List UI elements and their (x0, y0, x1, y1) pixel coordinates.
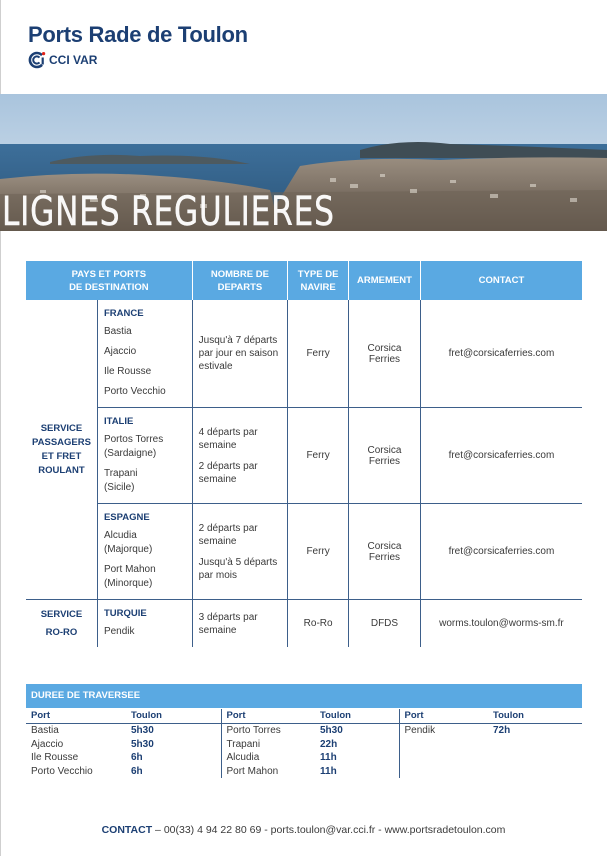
brand-subtitle-row (28, 51, 248, 69)
duration-row (26, 751, 582, 765)
destination-port: Port Mahon (Minorque) (103, 564, 156, 589)
duration-time (488, 738, 582, 752)
duration-time: 72h (493, 725, 511, 736)
duration-port: Ile Rousse (31, 752, 79, 763)
duration-col-toulon: Toulon (488, 709, 582, 724)
duration-col-toulon: Toulon (315, 709, 399, 724)
duration-row (26, 738, 582, 752)
departures-cell (192, 600, 288, 648)
brand-title: Ports Rade de Toulon (28, 22, 248, 47)
destination-port: Trapani (Sicile) (103, 468, 138, 493)
operator-cell: DFDS (349, 600, 421, 648)
duration-port: Bastia (31, 725, 59, 736)
country-label: ESPAGNE (103, 512, 150, 523)
table-row (26, 408, 582, 504)
banner-title: LIGNES REGULIERES (2, 189, 335, 231)
departures-text: Jusqu'à 5 départs par mois (198, 556, 278, 581)
brand-header (28, 22, 248, 69)
duration-port (399, 738, 488, 752)
destination-port: Portos Torres (Sardaigne) (103, 434, 164, 459)
destination-port: Ile Rousse (103, 366, 152, 377)
destination-cell (97, 600, 192, 648)
duration-time: 5h30 (126, 738, 221, 752)
duration-port: Porto Vecchio (31, 765, 93, 777)
footer-label: CONTACT (101, 824, 153, 836)
footer-text[interactable]: – 00(33) 4 94 22 80 69 - ports.toulon@var.cci.fr - www.portsradetoulon.com (152, 824, 506, 836)
duration-row (26, 765, 582, 779)
duration-port (399, 751, 488, 765)
duration-table (26, 709, 582, 778)
operator-cell: Corsica Ferries (349, 408, 421, 504)
destination-cell (97, 408, 192, 504)
destination-port: Bastia (103, 326, 132, 337)
destination-cell (97, 504, 192, 600)
table-header-row (26, 261, 582, 300)
country-label: FRANCE (103, 308, 144, 319)
duration-port: Porto Torres (226, 725, 281, 736)
operator-cell: Corsica Ferries (349, 504, 421, 600)
departures-cell (192, 300, 288, 408)
destination-port: Ajaccio (103, 346, 137, 357)
ship-type-cell: Ferry (288, 300, 349, 408)
departures-text: 4 départs par semaine (198, 426, 258, 451)
duration-col-toulon: Toulon (126, 709, 221, 724)
destination-port: Pendik (103, 626, 135, 637)
duration-time (488, 765, 582, 779)
service-passengers-label: SERVICE PASSAGERS ET FRET ROULANT (26, 300, 97, 600)
header-destination: PAYS ET PORTS DE DESTINATION (26, 261, 192, 300)
departures-text: Jusqu'à 7 départs par jour en saison estivale (198, 335, 279, 372)
table-row (26, 504, 582, 600)
header-contact: CONTACT (420, 261, 582, 300)
regular-lines-table (26, 261, 582, 647)
duration-time: 5h30 (126, 724, 221, 738)
duration-time: 11h (315, 765, 399, 779)
banner-image (0, 94, 607, 231)
operator-cell: Corsica Ferries (349, 300, 421, 408)
header-departures: NOMBRE DE DEPARTS (192, 261, 288, 300)
destination-cell (97, 300, 192, 408)
destination-port: Porto Vecchio (103, 386, 166, 397)
service-roro-label: SERVICE RO-RO (26, 600, 97, 648)
cci-logo-icon (28, 51, 46, 69)
duration-title: DUREE DE TRAVERSEE (26, 684, 582, 708)
duration-port: Alcudia (226, 752, 260, 763)
contact-email[interactable]: fret@corsicaferries.com (420, 504, 582, 600)
departures-text: 2 départs par semaine (198, 522, 258, 547)
contact-email[interactable]: fret@corsicaferries.com (420, 300, 582, 408)
duration-port: Ajaccio (31, 738, 64, 750)
country-label: ITALIE (103, 416, 134, 427)
duration-row (26, 724, 582, 738)
duration-port: Trapani (226, 738, 261, 750)
contact-email[interactable]: fret@corsicaferries.com (420, 408, 582, 504)
duration-port: Port Mahon (226, 765, 279, 777)
duration-col-port: Port (221, 709, 315, 724)
departures-cell (192, 408, 288, 504)
table-row (26, 300, 582, 408)
ship-type-cell: Ferry (288, 504, 349, 600)
duration-port (399, 765, 488, 779)
duration-col-port: Port (26, 709, 126, 724)
duration-col-port: Port (399, 709, 488, 724)
country-label: TURQUIE (103, 608, 147, 619)
table-row (26, 600, 582, 648)
duration-time: 22h (315, 738, 399, 752)
brand-subtitle: CCI VAR (49, 53, 98, 67)
footer-contact (0, 824, 607, 836)
departures-cell (192, 504, 288, 600)
duration-time: 5h30 (315, 724, 399, 738)
duration-port: Pendik (404, 725, 436, 736)
duration-time (488, 751, 582, 765)
departures-text: 2 départs par semaine (198, 460, 258, 485)
duration-time: 6h (126, 765, 221, 779)
duration-time: 11h (315, 751, 399, 765)
duration-header-row (26, 709, 582, 724)
ship-type-cell: Ferry (288, 408, 349, 504)
header-operator: ARMEMENT (349, 261, 421, 300)
ship-type-cell: Ro-Ro (288, 600, 349, 648)
destination-port: Alcudia (Majorque) (103, 530, 153, 555)
contact-email[interactable]: worms.toulon@worms-sm.fr (439, 618, 564, 629)
duration-time: 6h (126, 751, 221, 765)
header-ship-type: TYPE DE NAVIRE (288, 261, 349, 300)
departures-text: 3 départs par semaine (198, 611, 258, 636)
